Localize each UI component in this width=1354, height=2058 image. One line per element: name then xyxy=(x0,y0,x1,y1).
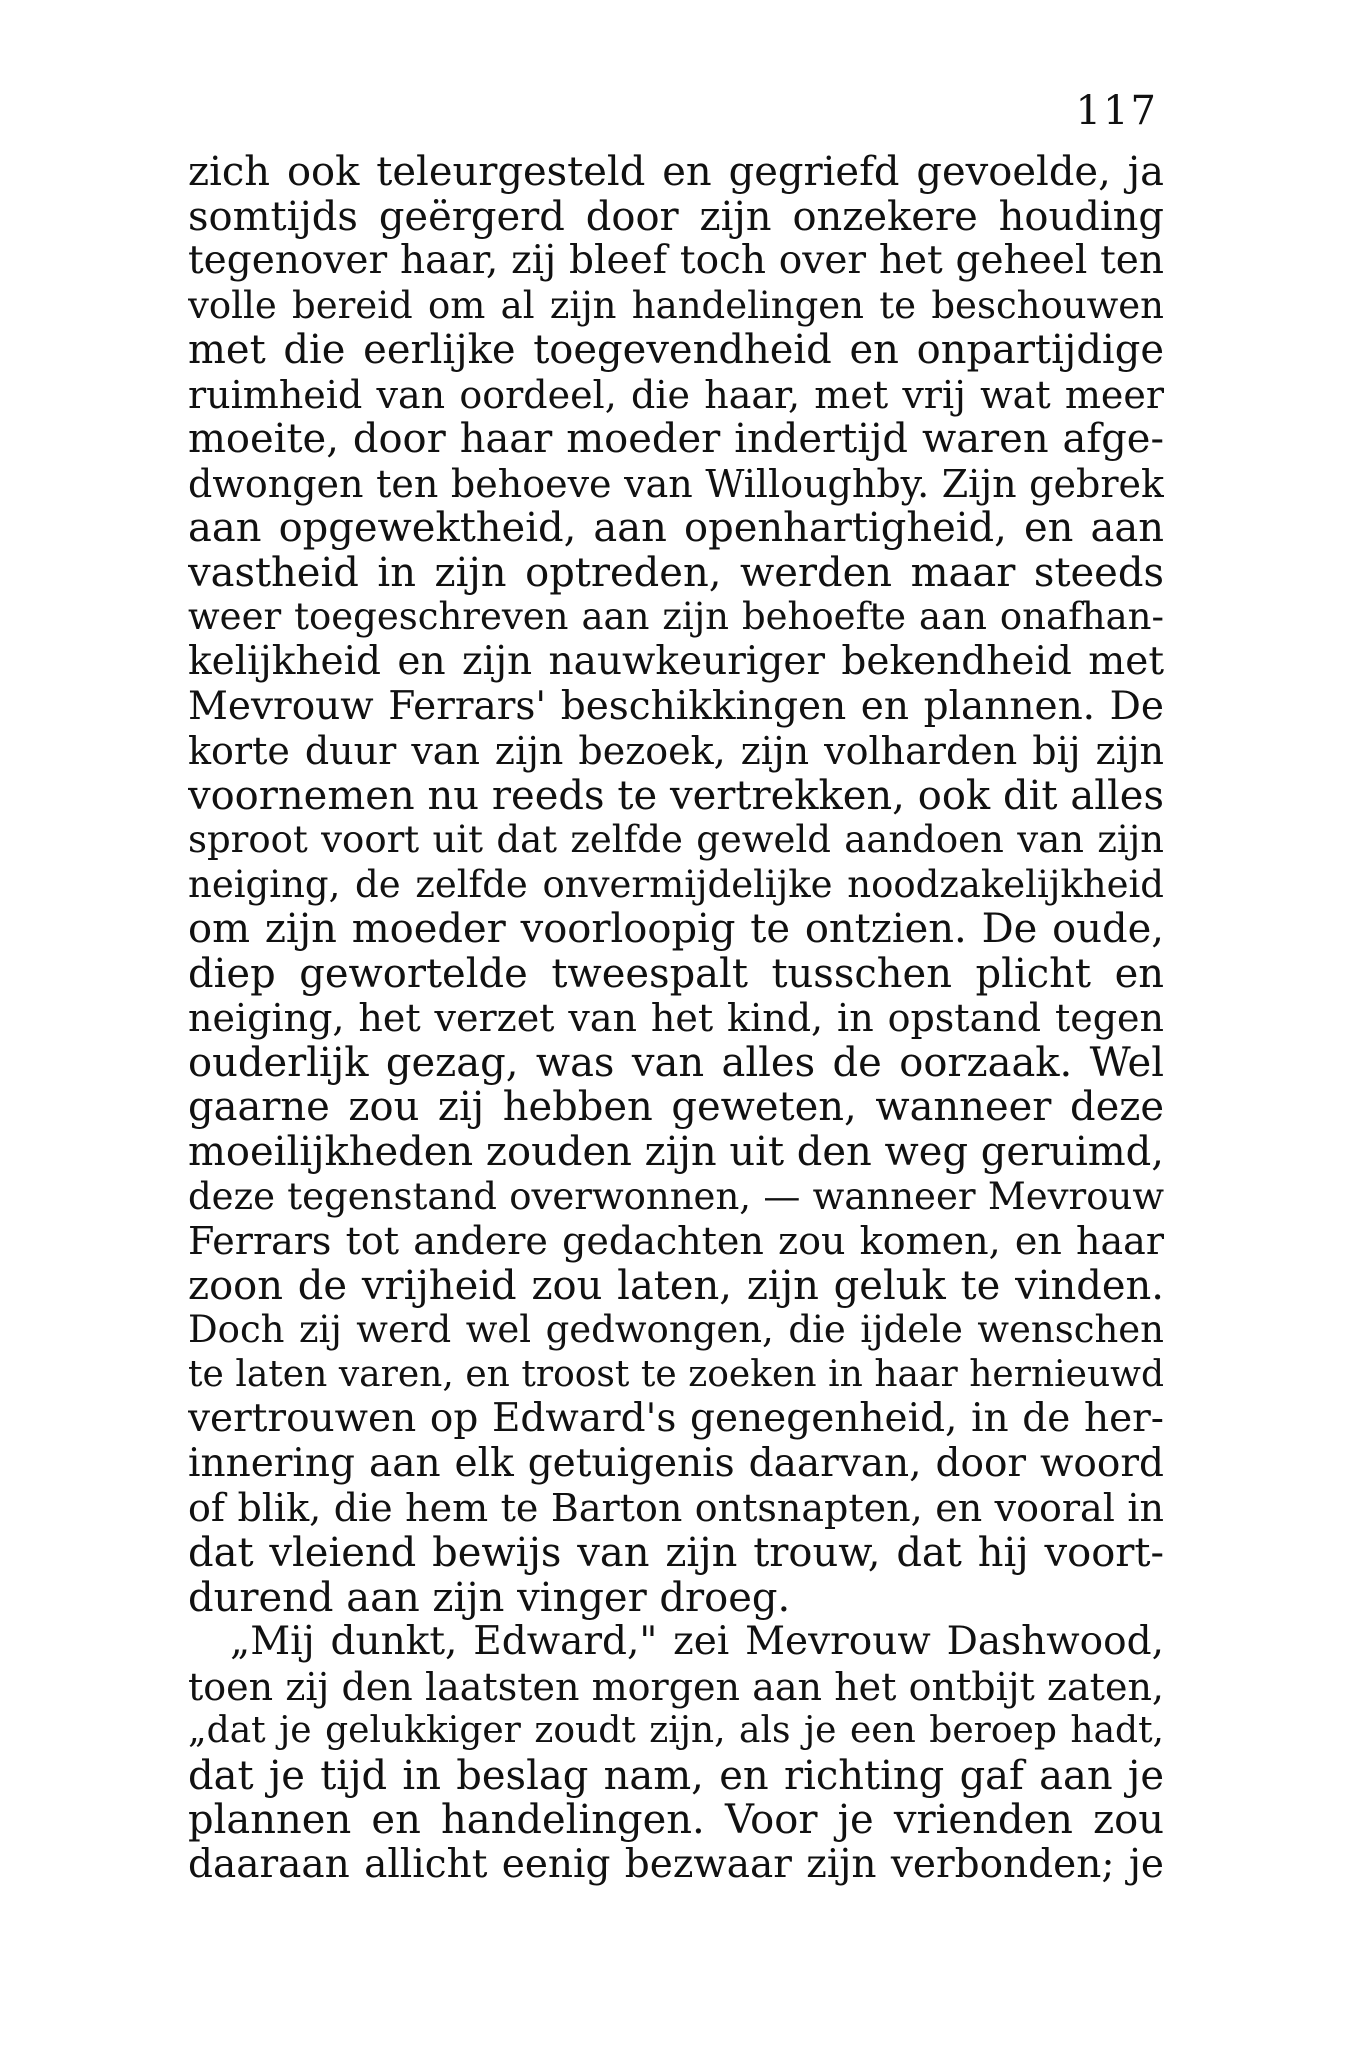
text-line: moeite, door haar moeder indertijd waren afge- xyxy=(188,417,1164,462)
paragraph-end-line: durend aan zijn vinger droeg. xyxy=(188,1575,791,1621)
text-line: volle bereid om al zijn handelingen te beschouwen xyxy=(188,283,1164,327)
text-line: dat vleiend bewijs van zijn trouw, dat hij voort- xyxy=(188,1530,1164,1576)
text-line: ruimheid van oordeel, die haar, met vrij wat meer xyxy=(188,372,1164,417)
text-line: aan opgewektheid, aan openhartigheid, en aan xyxy=(188,506,1164,551)
text-line: vastheid in zijn optreden, werden maar steeds xyxy=(188,550,1164,596)
page-number: 117 xyxy=(1075,88,1158,134)
text-line: dat je tijd in beslag nam, en richting gaf aan je xyxy=(188,1753,1164,1799)
text-line: met die eerlijke toegevendheid en onpartijdige xyxy=(188,328,1164,373)
text-line: Mevrouw Ferrars' beschikkingen en plannen. De xyxy=(188,684,1164,729)
text-line: of blik, die hem te Barton ontsnapten, en vooral in xyxy=(188,1486,1164,1531)
text-line: toen zij den laatsten morgen aan het ontbijt zaten, xyxy=(188,1664,1164,1709)
text-line: kelijkheid en zijn nauwkeuriger bekendheid met xyxy=(188,640,1164,685)
text-line: innering aan elk getuigenis daarvan, door woord xyxy=(188,1441,1164,1486)
text-line: zoon de vrijheid zou laten, zijn geluk te vinden. xyxy=(188,1263,1164,1309)
text-line: deze tegenstand overwonnen, — wanneer Mevrouw xyxy=(188,1174,1164,1218)
text-line: Ferrars tot andere gedachten zou komen, en haar xyxy=(188,1219,1164,1264)
text-line: plannen en handelingen. Voor je vrienden zou xyxy=(188,1798,1164,1843)
text-line: neiging, de zelfde onvermijdelijke noodzakelijkheid xyxy=(188,862,1164,906)
text-line: te laten varen, en troost te zoeken in haar hernieuwd xyxy=(188,1353,1164,1395)
text-line: moeilijkheden zouden zijn uit den weg geruimd, xyxy=(188,1130,1164,1175)
text-line: zich ook teleurgesteld en gegriefd gevoelde, ja xyxy=(188,150,1164,195)
text-line: diep gewortelde tweespalt tusschen plicht en xyxy=(188,951,1164,997)
text-line: tegenover haar, zij bleef toch over het geheel ten xyxy=(188,239,1164,284)
text-line: om zijn moeder voorloopig te ontzien. De oude, xyxy=(188,907,1164,952)
body-text xyxy=(188,150,1164,1887)
text-line: daaraan allicht eenig bezwaar zijn verbonden; je xyxy=(188,1842,1164,1887)
text-line: somtijds geërgerd door zijn onzekere houding xyxy=(188,194,1164,240)
paragraph-start-line: „Mij dunkt, Edward," zei Mevrouw Dashwood, xyxy=(230,1620,1164,1665)
text-line: weer toegeschreven aan zijn behoefte aan onafhan- xyxy=(188,595,1164,639)
text-line: vertrouwen op Edward's genegenheid, in de her- xyxy=(188,1397,1164,1442)
text-line: neiging, het verzet van het kind, in opstand tegen xyxy=(188,996,1164,1041)
text-line: „dat je gelukkiger zoudt zijn, als je een beroep hadt, xyxy=(188,1710,1164,1752)
text-line: gaarne zou zij hebben geweten, wanneer deze xyxy=(188,1085,1164,1131)
text-line: sproot voort uit dat zelfde geweld aandoen van zijn xyxy=(188,818,1164,862)
text-line: korte duur van zijn bezoek, zijn volharden bij zijn xyxy=(188,729,1164,774)
text-line: dwongen ten behoeve van Willoughby. Zijn gebrek xyxy=(188,461,1164,506)
text-line: voornemen nu reeds te vertrekken, ook dit alles xyxy=(188,773,1164,819)
text-line: Doch zij werd wel gedwongen, die ijdele wenschen xyxy=(188,1308,1164,1352)
text-line: ouderlijk gezag, was van alles de oorzaak. Wel xyxy=(188,1040,1164,1086)
